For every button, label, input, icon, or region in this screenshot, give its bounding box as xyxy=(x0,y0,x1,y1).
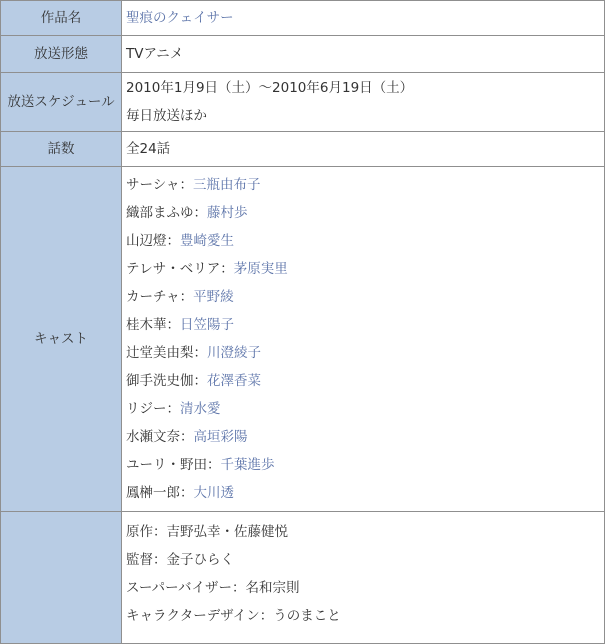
cast-role: 辻堂美由梨： xyxy=(126,345,207,361)
table-row-cast xyxy=(1,167,605,512)
schedule-broadcaster: 毎日放送ほか xyxy=(126,108,207,124)
cast-actor-link[interactable]: 川澄綾子 xyxy=(207,345,261,361)
staff-item: スーパーバイザー：名和宗則 xyxy=(126,580,300,596)
format-value: TVアニメ xyxy=(122,36,605,73)
schedule-dates: 2010年1月9日（土）～2010年6月19日（土） xyxy=(126,80,414,96)
cast-role: テレサ・ベリア： xyxy=(126,261,234,277)
cast-actor-link[interactable]: 茅原実里 xyxy=(233,261,288,277)
cast-role: 桂木華： xyxy=(126,317,180,333)
cast-item xyxy=(126,479,604,507)
cast-item xyxy=(126,311,604,339)
title-value-cell xyxy=(122,1,605,36)
cast-actor-link[interactable]: 大川透 xyxy=(193,485,234,501)
cast-item xyxy=(126,395,604,423)
table-row-staff xyxy=(1,512,605,644)
staff-item: 監督：金子ひらく xyxy=(126,552,234,568)
cast-role: ユーリ・野田： xyxy=(126,457,221,473)
cast-list xyxy=(122,167,605,512)
episodes-value: 全24話 xyxy=(122,132,605,167)
cast-item xyxy=(126,367,604,395)
table-row-format xyxy=(1,36,605,73)
cast-item xyxy=(126,451,604,479)
cast-item xyxy=(126,171,604,199)
cast-role: 水瀬文奈： xyxy=(126,429,194,445)
table-row-title xyxy=(1,1,605,36)
staff-header xyxy=(1,512,122,644)
table-row-schedule xyxy=(1,73,605,132)
cast-role: 御手洗史伽： xyxy=(126,373,207,389)
title-header: 作品名 xyxy=(1,1,122,36)
cast-actor-link[interactable]: 高垣彩陽 xyxy=(193,429,248,445)
episodes-header: 話数 xyxy=(1,132,122,167)
cast-item xyxy=(126,423,604,451)
cast-actor-link[interactable]: 豊崎愛生 xyxy=(180,233,234,249)
staff-item: 原作：吉野弘幸・佐藤健悦 xyxy=(126,524,288,540)
cast-actor-link[interactable]: 花澤香菜 xyxy=(207,373,261,389)
cast-actor-link[interactable]: 藤村歩 xyxy=(207,205,248,221)
format-header: 放送形態 xyxy=(1,36,122,73)
table-row-episodes xyxy=(1,132,605,167)
cast-header: キャスト xyxy=(1,167,122,512)
schedule-header: 放送スケジュール xyxy=(1,73,122,132)
cast-actor-link[interactable]: 清水愛 xyxy=(180,401,221,417)
title-link[interactable]: 聖痕のクェイサー xyxy=(126,10,234,26)
cast-role: 山辺燈： xyxy=(126,233,180,249)
cast-item xyxy=(126,255,604,283)
staff-item: キャラクターデザイン：うのまこと xyxy=(126,608,341,624)
staff-list xyxy=(122,512,605,644)
schedule-value-cell xyxy=(122,73,605,132)
cast-role: サーシャ： xyxy=(126,177,193,193)
cast-role: リジー： xyxy=(126,401,180,417)
cast-role: カーチャ： xyxy=(126,289,194,305)
cast-actor-link[interactable]: 平野綾 xyxy=(193,289,234,305)
cast-item xyxy=(126,227,604,255)
cast-actor-link[interactable]: 三瓶由布子 xyxy=(192,177,261,193)
cast-item xyxy=(126,199,604,227)
cast-role: 織部まふゆ： xyxy=(126,205,207,221)
cast-item xyxy=(126,283,604,311)
cast-actor-link[interactable]: 日笠陽子 xyxy=(180,317,234,333)
cast-role: 鳳榊一郎： xyxy=(126,485,194,501)
cast-item xyxy=(126,339,604,367)
cast-actor-link[interactable]: 千葉進歩 xyxy=(220,457,275,473)
